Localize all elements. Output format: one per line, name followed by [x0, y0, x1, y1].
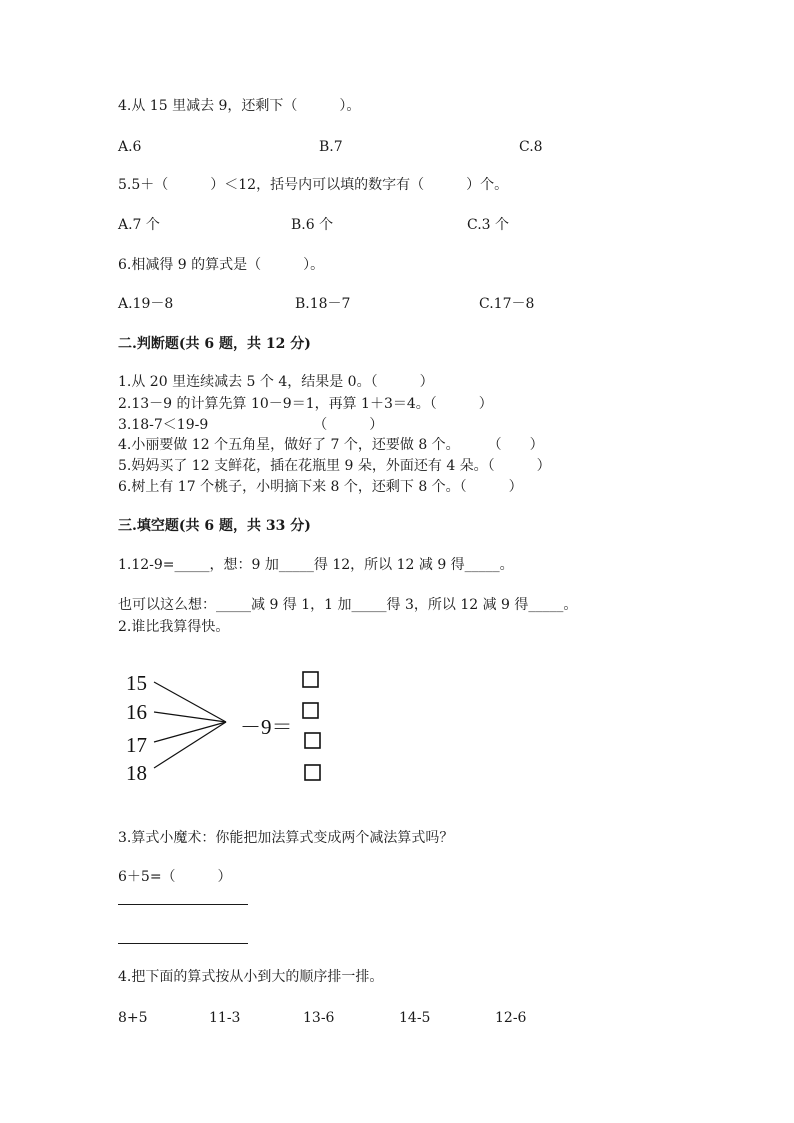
choice-q5-option-c: C.3 个	[467, 217, 510, 233]
choice-q4-option-c: C.8	[519, 139, 543, 155]
choice-q5-option-a: A.7 个	[118, 217, 160, 233]
judge-item-1: 1.从 20 里连续减去 5 个 4，结果是 0。（ ）	[118, 374, 434, 390]
answer-box	[303, 703, 318, 718]
choice-q6-stem: 6.相减得 9 的算式是（ ）。	[118, 257, 325, 273]
answer-box	[303, 672, 318, 687]
choice-q6-option-c: C.17－8	[479, 296, 535, 312]
connector-line	[154, 722, 226, 742]
fill-q4-title: 4.把下面的算式按从小到大的顺序排一排。	[118, 969, 384, 985]
fill-q1-line1: 1.12-9=_____，想：9 加_____得 12，所以 12 减 9 得_____。	[118, 557, 514, 573]
choice-q6-option-b: B.18－7	[295, 296, 351, 312]
choice-q4-option-a: A.6	[118, 139, 142, 155]
fill-heading: 三.填空题(共 6 题，共 33 分)	[118, 518, 311, 534]
choice-q6-option-a: A.19－8	[118, 296, 174, 312]
answer-line	[118, 904, 248, 905]
expression: 11-3	[209, 1010, 241, 1026]
fill-q3-expression: 6＋5=（ ）	[118, 869, 232, 885]
judge-item-3: 3.18-7＜19-9 （ ）	[118, 417, 384, 433]
answer-box	[305, 765, 320, 780]
choice-q5-stem: 5.5＋（ ）＜12，括号内可以填的数字有（ ）个。	[118, 177, 509, 193]
fill-q1-line2: 也可以这么想：_____减 9 得 1，1 加_____得 3，所以 12 减 9 得_____。	[118, 597, 578, 613]
number-list	[126, 671, 147, 785]
connector-line	[154, 682, 226, 722]
expression: 8+5	[118, 1010, 148, 1026]
fill-q3-title: 3.算式小魔术：你能把加法算式变成两个减法算式吗？	[118, 830, 454, 846]
judge-item-4: 4.小丽要做 12 个五角星，做好了 7 个，还要做 8 个。 （ ）	[118, 437, 544, 453]
figure-operator: －9＝	[240, 715, 293, 739]
answer-boxes	[303, 672, 320, 780]
choice-q5-option-b: B.6 个	[291, 217, 334, 233]
figure-number: 17	[126, 733, 147, 757]
figure-number: 16	[126, 700, 147, 724]
subtraction-figure	[118, 662, 338, 787]
choice-q4-stem: 4.从 15 里减去 9，还剩下（ ）。	[118, 98, 361, 114]
connector-line	[154, 712, 226, 722]
connector-line	[154, 722, 226, 768]
judge-item-2: 2.13－9 的计算先算 10－9＝1，再算 1＋3＝4。（ ）	[118, 396, 493, 412]
answer-box	[305, 733, 320, 748]
expression: 14-5	[399, 1010, 431, 1026]
fill-q2-title: 2.谁比我算得快。	[118, 619, 230, 635]
expression: 13-6	[303, 1010, 335, 1026]
expression: 12-6	[495, 1010, 527, 1026]
answer-line	[118, 943, 248, 944]
judge-heading: 二.判断题(共 6 题，共 12 分)	[118, 336, 311, 352]
connector-lines	[154, 682, 226, 768]
judge-item-5: 5.妈妈买了 12 支鲜花，插在花瓶里 9 朵，外面还有 4 朵。（ ）	[118, 458, 551, 474]
figure-number: 15	[126, 671, 147, 695]
figure-number: 18	[126, 761, 147, 785]
judge-item-6: 6.树上有 17 个桃子，小明摘下来 8 个，还剩下 8 个。（ ）	[118, 479, 523, 495]
choice-q4-option-b: B.7	[319, 139, 343, 155]
